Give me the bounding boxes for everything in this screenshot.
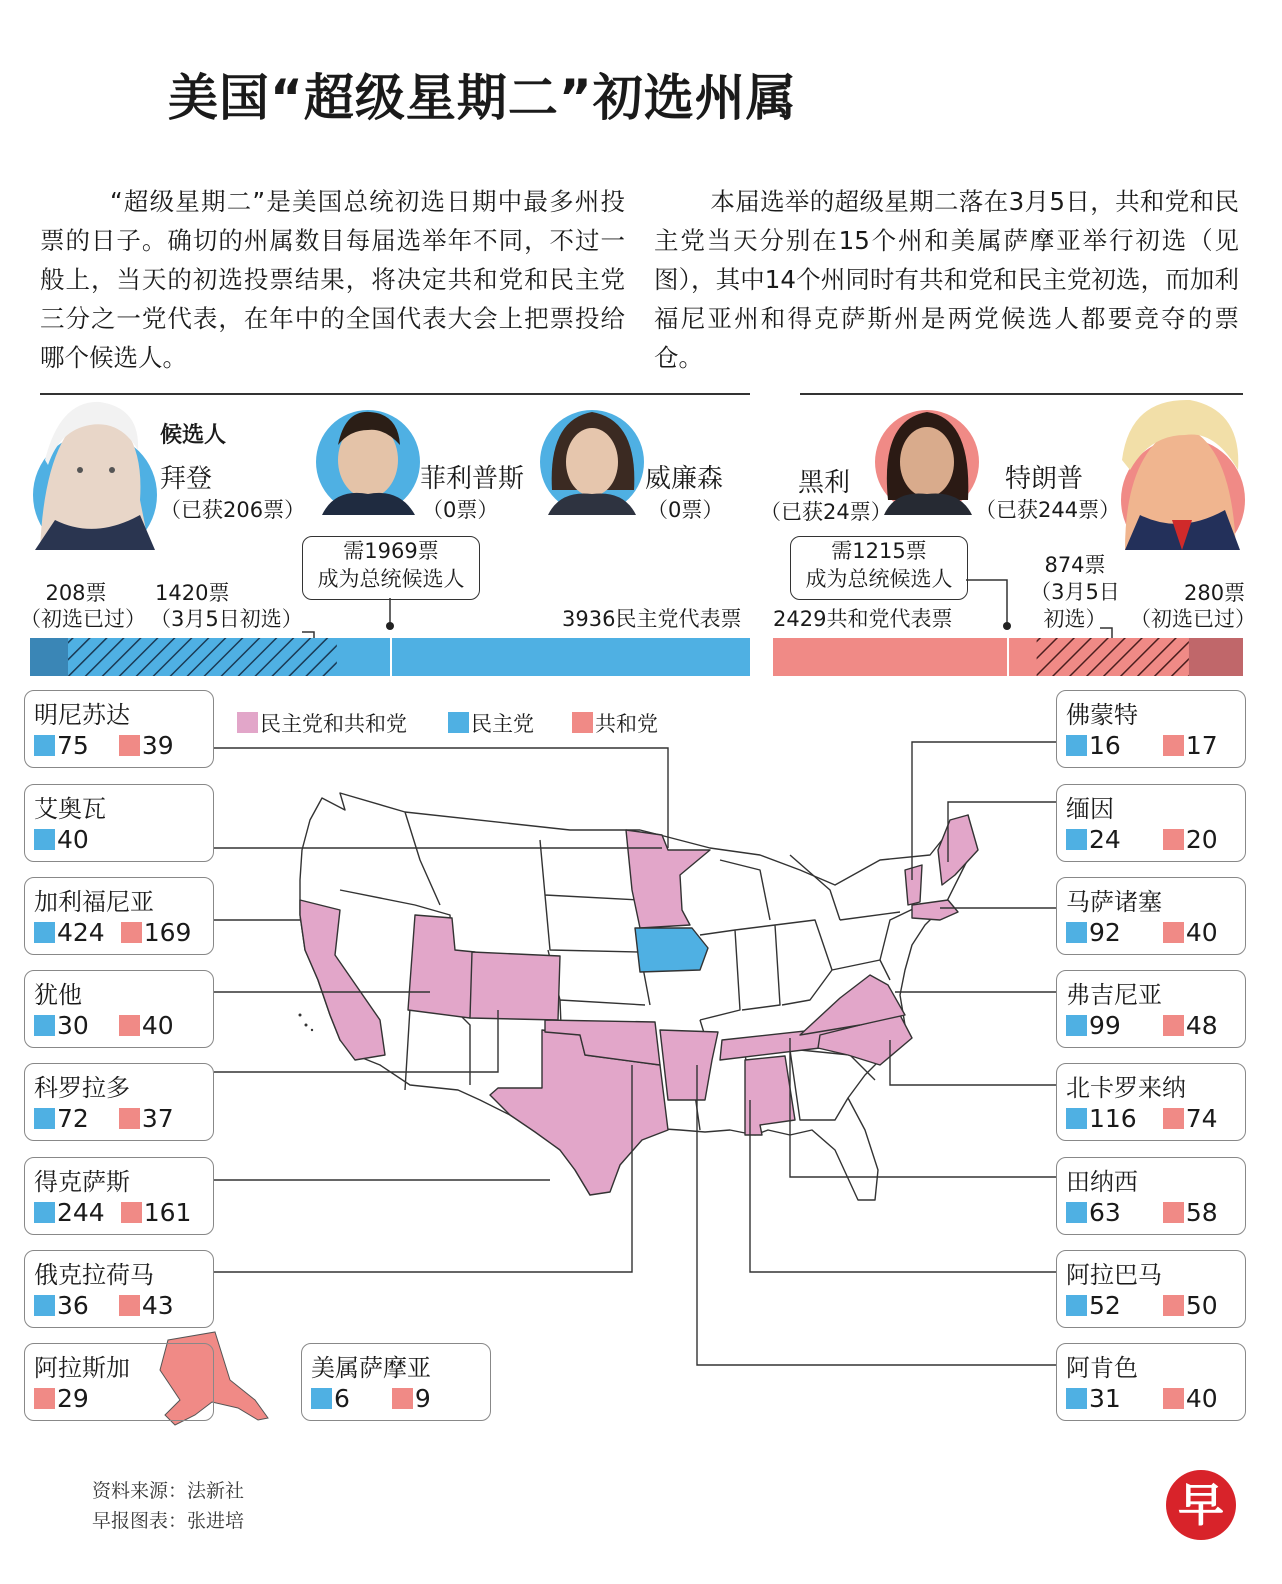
intro-right-text: 本届选举的超级星期二落在3月5日，共和党和民主党当天分别在15个州和美属萨摩亚举行初选（见图），其中14个州同时有共和党和民主党初选，而加利福尼亚州和得克萨斯州是两党候选人都要竞夺的票仓。 bbox=[654, 187, 1239, 372]
rep-count: 58 bbox=[1185, 1198, 1218, 1227]
rep-count: 161 bbox=[143, 1198, 192, 1227]
dem-count: 36 bbox=[57, 1291, 89, 1320]
state-counts bbox=[1066, 731, 1218, 761]
rep-count: 17 bbox=[1185, 731, 1218, 760]
state-name: 佛蒙特 bbox=[1066, 701, 1138, 729]
state-counts bbox=[1066, 1384, 1218, 1414]
dem-delegate-bar bbox=[30, 638, 750, 676]
dem-count: 99 bbox=[1089, 1011, 1121, 1040]
rep-march5-line2: （3月5日 bbox=[1030, 580, 1120, 604]
state-vermont bbox=[905, 865, 922, 905]
state-counts bbox=[34, 1011, 174, 1041]
page-title: 美国“超级星期二”初选州属 bbox=[168, 69, 797, 127]
state-iowa bbox=[635, 928, 708, 972]
rep-count: 40 bbox=[1185, 1384, 1218, 1413]
williamson-votes: （0票） bbox=[647, 498, 724, 522]
state-box-colorado bbox=[24, 1063, 214, 1141]
rep-count: 50 bbox=[1185, 1291, 1218, 1320]
source-credit: 资料来源：法新社 bbox=[92, 1480, 245, 1502]
zaobao-logo bbox=[1166, 1470, 1236, 1540]
state-counts bbox=[34, 731, 174, 761]
rep-bar-past bbox=[1189, 638, 1243, 676]
rep-needed-marker bbox=[1003, 622, 1011, 630]
rep-count: 169 bbox=[143, 918, 192, 947]
biden-votes: （已获206票） bbox=[160, 498, 306, 522]
haley-votes: （已获24票） bbox=[760, 500, 892, 524]
dem-count: 52 bbox=[1089, 1291, 1121, 1320]
rep-count: 9 bbox=[414, 1384, 431, 1413]
state-box-arkansas bbox=[1056, 1343, 1246, 1421]
state-box-utah bbox=[24, 970, 214, 1048]
state-counts bbox=[1066, 1104, 1218, 1134]
rep-count: 74 bbox=[1185, 1104, 1218, 1133]
state-box-vermont bbox=[1056, 690, 1246, 768]
state-box-oklahoma bbox=[24, 1250, 214, 1328]
trump-portrait bbox=[1121, 400, 1245, 550]
island-dots bbox=[299, 1014, 314, 1032]
rep-needed-line2: 成为总统候选人 bbox=[805, 567, 953, 591]
dem-count: 75 bbox=[57, 731, 89, 760]
dem-count: 92 bbox=[1089, 918, 1121, 947]
intro-left-text: “超级星期二”是美国总统初选日期中最多州投票的日子。确切的州属数目每届选举年不同，不过一般上，当天的初选投票结果，将决定共和党和民主党三分之一党代表，在年中的全国代表大会上把票投给哪个候选人。 bbox=[40, 187, 625, 372]
state-box-texas bbox=[24, 1157, 214, 1235]
dem-count: 424 bbox=[57, 918, 105, 947]
dem-count: 72 bbox=[57, 1104, 89, 1133]
state-name: 科罗拉多 bbox=[34, 1074, 130, 1102]
state-name: 犹他 bbox=[34, 981, 82, 1009]
phillips-portrait bbox=[316, 410, 420, 515]
rep-count: 43 bbox=[141, 1291, 174, 1320]
state-box-tennessee bbox=[1056, 1157, 1246, 1235]
state-box-massachusetts bbox=[1056, 877, 1246, 955]
state-name: 马萨诸塞 bbox=[1066, 888, 1162, 916]
rep-march5-line1: 874票 bbox=[1044, 553, 1106, 577]
rep-march5-leader bbox=[1100, 628, 1112, 638]
dem-bar-march5 bbox=[68, 638, 337, 676]
dem-march5-leader bbox=[302, 632, 314, 638]
state-name: 明尼苏达 bbox=[34, 701, 130, 729]
delegate-bars bbox=[0, 540, 1282, 685]
rep-past-number: 280票 bbox=[1184, 581, 1246, 605]
state-name: 田纳西 bbox=[1066, 1168, 1138, 1196]
state-counts bbox=[1066, 918, 1218, 948]
dem-total-label: 3936民主党代表票 bbox=[562, 607, 742, 631]
state-name: 加利福尼亚 bbox=[34, 888, 154, 916]
state-name: 北卡罗来纳 bbox=[1066, 1074, 1186, 1102]
state-name: 俄克拉荷马 bbox=[34, 1261, 154, 1289]
dem-past-note: （初选已过） bbox=[20, 607, 146, 631]
dem-count: 6 bbox=[334, 1384, 350, 1413]
rep-count: 39 bbox=[141, 731, 174, 760]
state-box-alaska bbox=[24, 1343, 214, 1421]
state-counts bbox=[1066, 1011, 1218, 1041]
state-name: 艾奥瓦 bbox=[34, 795, 106, 823]
state-box-alabama bbox=[1056, 1250, 1246, 1328]
intro-right-paragraph bbox=[654, 182, 1239, 377]
rep-count: 40 bbox=[1185, 918, 1218, 947]
phillips-votes: （0票） bbox=[422, 498, 499, 522]
dem-needed-line2: 成为总统候选人 bbox=[317, 567, 465, 591]
state-name: 缅因 bbox=[1066, 795, 1114, 823]
state-counts bbox=[34, 1384, 89, 1414]
biden-portrait bbox=[33, 402, 157, 550]
rep-needed-leader bbox=[966, 580, 1007, 626]
rep-count: 37 bbox=[141, 1104, 174, 1133]
state-name: 阿肯色 bbox=[1066, 1354, 1138, 1382]
dem-count: 30 bbox=[57, 1011, 89, 1040]
dem-count: 24 bbox=[1089, 825, 1121, 854]
dem-count: 116 bbox=[1089, 1104, 1137, 1133]
dem-past-number: 208票 bbox=[45, 581, 107, 605]
dem-needed-line1: 需1969票 bbox=[343, 539, 439, 563]
state-box-american-samoa bbox=[301, 1343, 491, 1421]
state-counts bbox=[34, 918, 191, 948]
state-box-north-carolina bbox=[1056, 1063, 1246, 1141]
rep-total-label: 2429共和党代表票 bbox=[773, 607, 953, 631]
state-box-california bbox=[24, 877, 214, 955]
graphic-credit: 早报图表：张进培 bbox=[92, 1510, 245, 1532]
biden-name: 拜登 bbox=[160, 464, 213, 494]
rep-delegate-bar bbox=[773, 638, 1243, 676]
williamson-portrait bbox=[540, 410, 644, 515]
rep-count: 29 bbox=[57, 1384, 89, 1413]
rep-count: 48 bbox=[1185, 1011, 1218, 1040]
trump-name: 特朗普 bbox=[1005, 464, 1084, 494]
dem-march5-number: 1420票 bbox=[155, 581, 230, 605]
state-name: 阿拉巴马 bbox=[1066, 1261, 1162, 1289]
phillips-name: 菲利普斯 bbox=[420, 464, 525, 494]
state-counts bbox=[1066, 825, 1218, 855]
dem-count: 16 bbox=[1089, 731, 1121, 760]
state-box-iowa bbox=[24, 784, 214, 862]
state-colorado bbox=[470, 952, 560, 1020]
rep-march5-line3: 初选） bbox=[1043, 607, 1107, 631]
haley-name: 黑利 bbox=[798, 468, 851, 498]
dem-march5-note: （3月5日初选） bbox=[150, 607, 303, 631]
intro-left-paragraph bbox=[40, 182, 625, 377]
state-counts bbox=[1066, 1291, 1218, 1321]
rep-count: 40 bbox=[141, 1011, 174, 1040]
state-counts bbox=[34, 825, 89, 855]
state-counts bbox=[34, 1104, 174, 1134]
state-counts bbox=[34, 1291, 174, 1321]
state-counts bbox=[1066, 1198, 1218, 1228]
state-box-minnesota bbox=[24, 690, 214, 768]
rep-count: 20 bbox=[1185, 825, 1218, 854]
zaobao-logo-text: 早 bbox=[1178, 1478, 1224, 1532]
state-name: 弗吉尼亚 bbox=[1066, 981, 1162, 1009]
dem-count: 63 bbox=[1089, 1198, 1121, 1227]
state-box-virginia bbox=[1056, 970, 1246, 1048]
dem-needed-marker bbox=[386, 622, 394, 630]
williamson-name: 威廉森 bbox=[645, 464, 724, 494]
legend-rep-label: 共和党 bbox=[595, 712, 658, 736]
candidates-heading: 候选人 bbox=[160, 423, 227, 448]
state-name: 阿拉斯加 bbox=[34, 1354, 130, 1382]
legend-dem-label: 民主党 bbox=[471, 712, 534, 736]
dem-count: 31 bbox=[1089, 1384, 1121, 1413]
rep-bar-march5 bbox=[1037, 638, 1189, 676]
state-box-maine bbox=[1056, 784, 1246, 862]
state-name: 美属萨摩亚 bbox=[311, 1354, 431, 1382]
state-counts bbox=[34, 1198, 191, 1228]
dem-bar-past bbox=[30, 638, 68, 676]
state-name: 得克萨斯 bbox=[34, 1168, 130, 1196]
rep-past-note: （初选已过） bbox=[1130, 607, 1256, 631]
state-counts bbox=[311, 1384, 431, 1414]
trump-votes: （已获244票） bbox=[975, 498, 1121, 522]
dem-count: 40 bbox=[57, 825, 89, 854]
rep-needed-line1: 需1215票 bbox=[831, 539, 927, 563]
dem-count: 244 bbox=[57, 1198, 105, 1227]
legend-both-label: 民主党和共和党 bbox=[260, 712, 407, 736]
